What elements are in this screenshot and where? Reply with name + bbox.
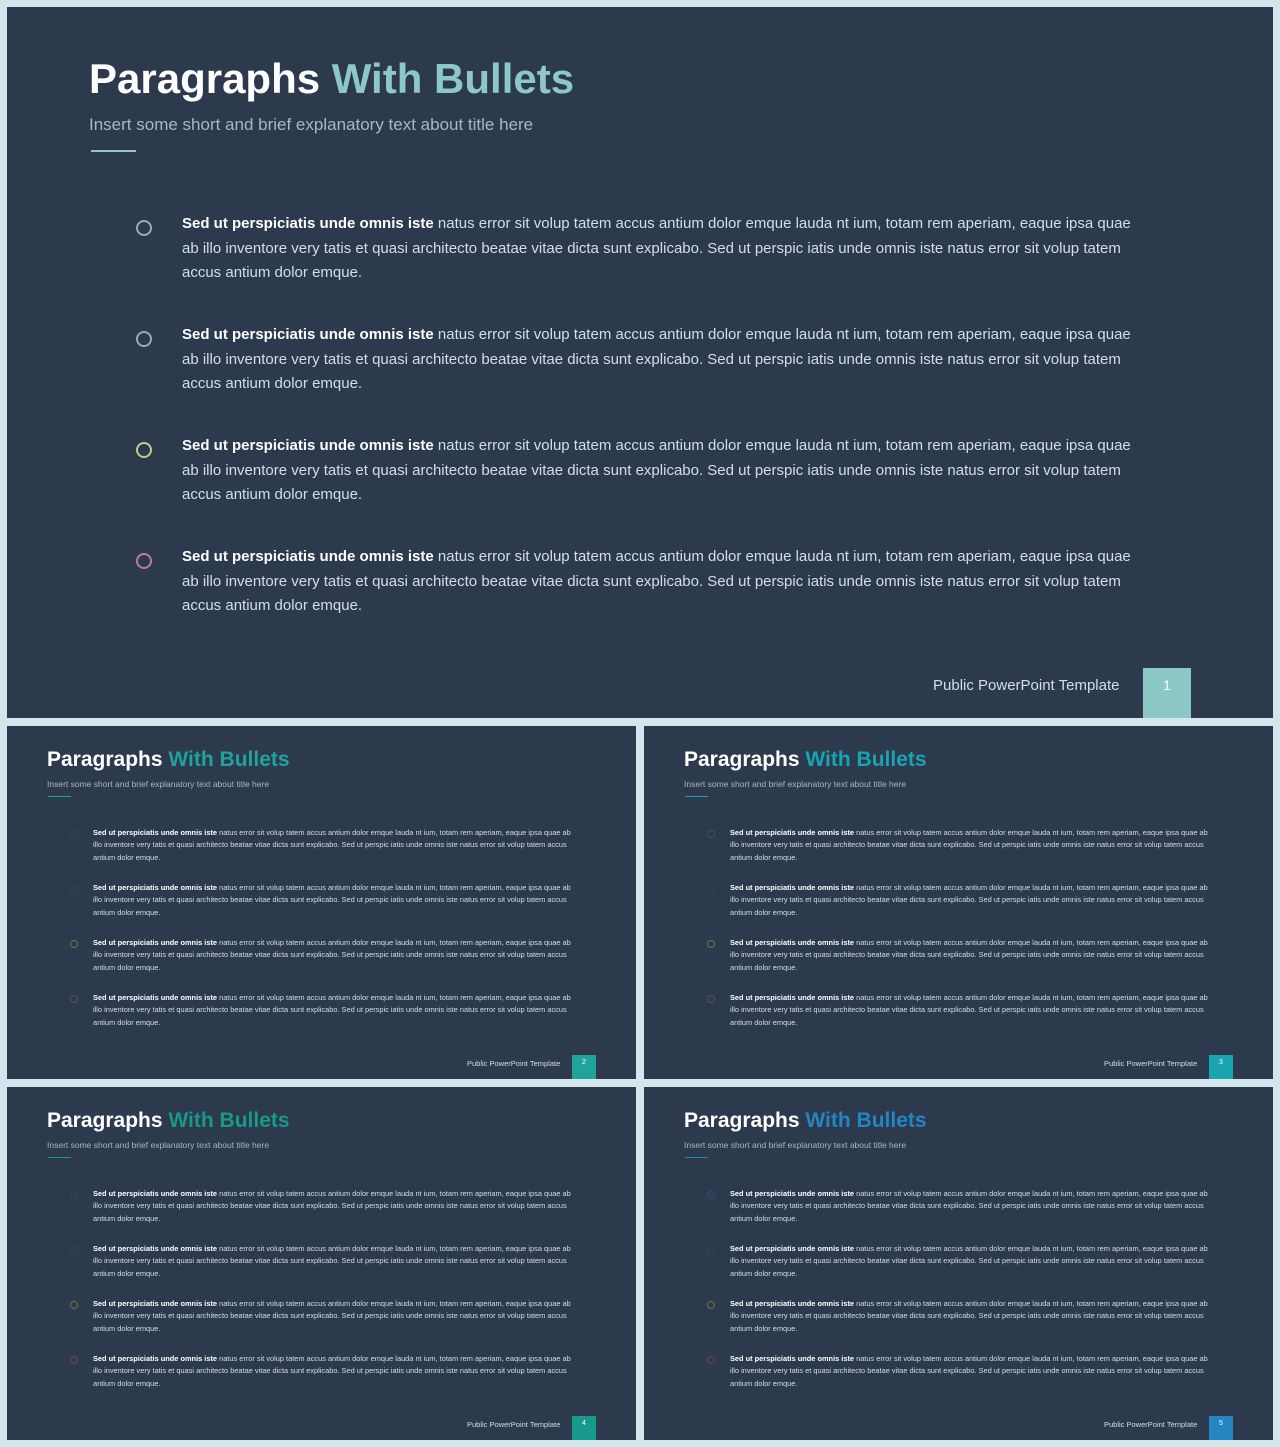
title-white-text: Paragraphs — [89, 55, 321, 102]
bullet-paragraph — [93, 1243, 578, 1280]
title-accent-text: With Bullets — [168, 1109, 290, 1132]
bullet-paragraph — [730, 1353, 1215, 1390]
bullet-item-4 — [707, 1353, 1217, 1393]
footer-text: Public PowerPoint Template — [467, 1420, 561, 1429]
page-number-badge: 1 — [1143, 668, 1191, 718]
circle-bullet-icon — [707, 885, 715, 893]
slide-title — [684, 1109, 927, 1133]
circle-bullet-icon — [707, 1191, 715, 1199]
slide-title — [684, 748, 927, 772]
title-underline — [91, 150, 136, 152]
page-number-badge: 4 — [572, 1416, 596, 1440]
page-number-badge: 5 — [1209, 1416, 1233, 1440]
title-white-text: Paragraphs — [684, 1109, 800, 1132]
paragraph-lead: Sed ut perspiciatis unde omnis iste — [730, 1354, 855, 1363]
paragraph-body: natus error sit volup tatem accus antium dolor emque lauda nt ium, totam rem aperiam, eaque ipsa quae ab illo inventore very tatis et quasi architecto beatae vitae dicta sunt explicabo. Sed ut perspic iatis unde omnis iste natus error sit volup tatem accus antium dolor emque. — [730, 993, 1208, 1027]
circle-bullet-icon — [707, 830, 715, 838]
circle-bullet-icon — [136, 442, 152, 458]
paragraph-lead: Sed ut perspiciatis unde omnis iste — [182, 548, 434, 565]
paragraph-body: natus error sit volup tatem accus antium dolor emque lauda nt ium, totam rem aperiam, eaque ipsa quae ab illo inventore very tatis et quasi architecto beatae vitae dicta sunt explicabo. Sed ut perspic iatis unde omnis iste natus error sit volup tatem accus antium dolor emque. — [730, 938, 1208, 972]
paragraph-lead: Sed ut perspiciatis unde omnis iste — [93, 1299, 218, 1308]
title-accent-text: With Bullets — [168, 748, 290, 771]
slide-title — [89, 55, 574, 103]
bullet-item-3 — [70, 937, 580, 977]
bullet-paragraph — [93, 1353, 578, 1390]
circle-bullet-icon — [707, 995, 715, 1003]
paragraph-body: natus error sit volup tatem accus antium dolor emque lauda nt ium, totam rem aperiam, eaque ipsa quae ab illo inventore very tatis et quasi architecto beatae vitae dicta sunt explicabo. Sed ut perspic iatis unde omnis iste natus error sit volup tatem accus antium dolor emque. — [730, 828, 1208, 862]
paragraph-body: natus error sit volup tatem accus antium dolor emque lauda nt ium, totam rem aperiam, eaque ipsa quae ab illo inventore very tatis et quasi architecto beatae vitae dicta sunt explicabo. Sed ut perspic iatis unde omnis iste natus error sit volup tatem accus antium dolor emque. — [93, 1189, 571, 1223]
slide-4[interactable] — [7, 1087, 636, 1440]
paragraph-body: natus error sit volup tatem accus antium dolor emque lauda nt ium, totam rem aperiam, eaque ipsa quae ab illo inventore very tatis et quasi architecto beatae vitae dicta sunt explicabo. Sed ut perspic iatis unde omnis iste natus error sit volup tatem accus antium dolor emque. — [93, 938, 571, 972]
paragraph-lead: Sed ut perspiciatis unde omnis iste — [730, 883, 855, 892]
title-underline — [48, 796, 71, 797]
title-white-text: Paragraphs — [684, 748, 800, 771]
paragraph-lead: Sed ut perspiciatis unde omnis iste — [182, 215, 434, 232]
bullet-paragraph — [730, 992, 1215, 1029]
circle-bullet-icon — [70, 1356, 78, 1364]
circle-bullet-icon — [70, 1246, 78, 1254]
paragraph-lead: Sed ut perspiciatis unde omnis iste — [93, 993, 218, 1002]
bullet-item-4 — [70, 992, 580, 1032]
bullet-item-2 — [707, 882, 1217, 922]
circle-bullet-icon — [70, 995, 78, 1003]
bullet-item-2 — [707, 1243, 1217, 1283]
paragraph-body: natus error sit volup tatem accus antium dolor emque lauda nt ium, totam rem aperiam, eaque ipsa quae ab illo inventore very tatis et quasi architecto beatae vitae dicta sunt explicabo. Sed ut perspic iatis unde omnis iste natus error sit volup tatem accus antium dolor emque. — [93, 1244, 571, 1278]
bullet-paragraph — [730, 882, 1215, 919]
paragraph-body: natus error sit volup tatem accus antium dolor emque lauda nt ium, totam rem aperiam, eaque ipsa quae ab illo inventore very tatis et quasi architecto beatae vitae dicta sunt explicabo. Sed ut perspic iatis unde omnis iste natus error sit volup tatem accus antium dolor emque. — [182, 215, 1131, 281]
paragraph-body: natus error sit volup tatem accus antium dolor emque lauda nt ium, totam rem aperiam, eaque ipsa quae ab illo inventore very tatis et quasi architecto beatae vitae dicta sunt explicabo. Sed ut perspic iatis unde omnis iste natus error sit volup tatem accus antium dolor emque. — [93, 883, 571, 917]
circle-bullet-icon — [136, 331, 152, 347]
page-number-badge: 3 — [1209, 1055, 1233, 1079]
paragraph-body: natus error sit volup tatem accus antium dolor emque lauda nt ium, totam rem aperiam, eaque ipsa quae ab illo inventore very tatis et quasi architecto beatae vitae dicta sunt explicabo. Sed ut perspic iatis unde omnis iste natus error sit volup tatem accus antium dolor emque. — [93, 993, 571, 1027]
paragraph-body: natus error sit volup tatem accus antium dolor emque lauda nt ium, totam rem aperiam, eaque ipsa quae ab illo inventore very tatis et quasi architecto beatae vitae dicta sunt explicabo. Sed ut perspic iatis unde omnis iste natus error sit volup tatem accus antium dolor emque. — [730, 1244, 1208, 1278]
paragraph-lead: Sed ut perspiciatis unde omnis iste — [182, 326, 434, 343]
bullet-paragraph — [730, 1188, 1215, 1225]
title-underline — [685, 796, 708, 797]
title-underline — [685, 1157, 708, 1158]
bullet-paragraph — [182, 323, 1146, 397]
bullet-paragraph — [93, 1188, 578, 1225]
bullet-paragraph — [93, 882, 578, 919]
footer-text: Public PowerPoint Template — [1104, 1420, 1198, 1429]
paragraph-body: natus error sit volup tatem accus antium dolor emque lauda nt ium, totam rem aperiam, eaque ipsa quae ab illo inventore very tatis et quasi architecto beatae vitae dicta sunt explicabo. Sed ut perspic iatis unde omnis iste natus error sit volup tatem accus antium dolor emque. — [182, 326, 1131, 392]
circle-bullet-icon — [70, 885, 78, 893]
slide-subtitle: Insert some short and brief explanatory text about title here — [89, 115, 534, 134]
title-accent-text: With Bullets — [805, 1109, 927, 1132]
paragraph-body: natus error sit volup tatem accus antium dolor emque lauda nt ium, totam rem aperiam, eaque ipsa quae ab illo inventore very tatis et quasi architecto beatae vitae dicta sunt explicabo. Sed ut perspic iatis unde omnis iste natus error sit volup tatem accus antium dolor emque. — [93, 828, 571, 862]
title-underline — [48, 1157, 71, 1158]
circle-bullet-icon — [70, 1191, 78, 1199]
bullet-item-3 — [136, 434, 1146, 514]
paragraph-lead: Sed ut perspiciatis unde omnis iste — [93, 1354, 218, 1363]
bullet-item-1 — [136, 212, 1146, 292]
paragraph-body: natus error sit volup tatem accus antium dolor emque lauda nt ium, totam rem aperiam, eaque ipsa quae ab illo inventore very tatis et quasi architecto beatae vitae dicta sunt explicabo. Sed ut perspic iatis unde omnis iste natus error sit volup tatem accus antium dolor emque. — [730, 883, 1208, 917]
bullet-item-1 — [70, 827, 580, 867]
circle-bullet-icon — [136, 553, 152, 569]
slide-subtitle: Insert some short and brief explanatory text about title here — [684, 1140, 907, 1150]
slide-subtitle: Insert some short and brief explanatory text about title here — [47, 1140, 270, 1150]
paragraph-lead: Sed ut perspiciatis unde omnis iste — [730, 938, 855, 947]
bullet-paragraph — [182, 545, 1146, 619]
bullet-item-4 — [707, 992, 1217, 1032]
title-accent-text: With Bullets — [805, 748, 927, 771]
paragraph-lead: Sed ut perspiciatis unde omnis iste — [93, 883, 218, 892]
paragraph-body: natus error sit volup tatem accus antium dolor emque lauda nt ium, totam rem aperiam, eaque ipsa quae ab illo inventore very tatis et quasi architecto beatae vitae dicta sunt explicabo. Sed ut perspic iatis unde omnis iste natus error sit volup tatem accus antium dolor emque. — [182, 548, 1131, 614]
title-white-text: Paragraphs — [47, 1109, 163, 1132]
paragraph-lead: Sed ut perspiciatis unde omnis iste — [93, 1189, 218, 1198]
bullet-item-3 — [707, 1298, 1217, 1338]
bullet-paragraph — [93, 937, 578, 974]
paragraph-lead: Sed ut perspiciatis unde omnis iste — [93, 1244, 218, 1253]
slide-5[interactable] — [644, 1087, 1273, 1440]
paragraph-body: natus error sit volup tatem accus antium dolor emque lauda nt ium, totam rem aperiam, eaque ipsa quae ab illo inventore very tatis et quasi architecto beatae vitae dicta sunt explicabo. Sed ut perspic iatis unde omnis iste natus error sit volup tatem accus antium dolor emque. — [93, 1299, 571, 1333]
bullet-item-1 — [707, 1188, 1217, 1228]
bullet-item-1 — [70, 1188, 580, 1228]
circle-bullet-icon — [707, 1246, 715, 1254]
circle-bullet-icon — [136, 220, 152, 236]
footer-text: Public PowerPoint Template — [1104, 1059, 1198, 1068]
paragraph-body: natus error sit volup tatem accus antium dolor emque lauda nt ium, totam rem aperiam, eaque ipsa quae ab illo inventore very tatis et quasi architecto beatae vitae dicta sunt explicabo. Sed ut perspic iatis unde omnis iste natus error sit volup tatem accus antium dolor emque. — [182, 437, 1131, 503]
slide-subtitle: Insert some short and brief explanatory text about title here — [47, 779, 270, 789]
slide-1[interactable] — [7, 7, 1273, 718]
circle-bullet-icon — [70, 940, 78, 948]
paragraph-lead: Sed ut perspiciatis unde omnis iste — [730, 1244, 855, 1253]
paragraph-body: natus error sit volup tatem accus antium dolor emque lauda nt ium, totam rem aperiam, eaque ipsa quae ab illo inventore very tatis et quasi architecto beatae vitae dicta sunt explicabo. Sed ut perspic iatis unde omnis iste natus error sit volup tatem accus antium dolor emque. — [730, 1299, 1208, 1333]
bullet-item-2 — [136, 323, 1146, 403]
paragraph-body: natus error sit volup tatem accus antium dolor emque lauda nt ium, totam rem aperiam, eaque ipsa quae ab illo inventore very tatis et quasi architecto beatae vitae dicta sunt explicabo. Sed ut perspic iatis unde omnis iste natus error sit volup tatem accus antium dolor emque. — [93, 1354, 571, 1388]
bullet-paragraph — [730, 1243, 1215, 1280]
paragraph-body: natus error sit volup tatem accus antium dolor emque lauda nt ium, totam rem aperiam, eaque ipsa quae ab illo inventore very tatis et quasi architecto beatae vitae dicta sunt explicabo. Sed ut perspic iatis unde omnis iste natus error sit volup tatem accus antium dolor emque. — [730, 1354, 1208, 1388]
circle-bullet-icon — [707, 1356, 715, 1364]
paragraph-lead: Sed ut perspiciatis unde omnis iste — [93, 828, 218, 837]
circle-bullet-icon — [707, 1301, 715, 1309]
paragraph-lead: Sed ut perspiciatis unde omnis iste — [730, 1299, 855, 1308]
paragraph-lead: Sed ut perspiciatis unde omnis iste — [93, 938, 218, 947]
bullet-item-3 — [707, 937, 1217, 977]
bullet-item-2 — [70, 882, 580, 922]
bullet-item-3 — [70, 1298, 580, 1338]
title-accent-text: With Bullets — [331, 55, 575, 102]
bullet-paragraph — [730, 937, 1215, 974]
slide-2[interactable] — [7, 726, 636, 1079]
slide-title — [47, 748, 290, 772]
slide-title — [47, 1109, 290, 1133]
bullet-paragraph — [93, 827, 578, 864]
slide-3[interactable] — [644, 726, 1273, 1079]
bullet-paragraph — [182, 212, 1146, 286]
footer-text: Public PowerPoint Template — [467, 1059, 561, 1068]
bullet-item-1 — [707, 827, 1217, 867]
slide-subtitle: Insert some short and brief explanatory text about title here — [684, 779, 907, 789]
paragraph-lead: Sed ut perspiciatis unde omnis iste — [730, 828, 855, 837]
bullet-paragraph — [182, 434, 1146, 508]
bullet-paragraph — [730, 1298, 1215, 1335]
paragraph-lead: Sed ut perspiciatis unde omnis iste — [182, 437, 434, 454]
circle-bullet-icon — [707, 940, 715, 948]
bullet-item-4 — [136, 545, 1146, 625]
circle-bullet-icon — [70, 1301, 78, 1309]
footer-text: Public PowerPoint Template — [933, 677, 1120, 694]
bullet-paragraph — [730, 827, 1215, 864]
paragraph-lead: Sed ut perspiciatis unde omnis iste — [730, 993, 855, 1002]
paragraph-body: natus error sit volup tatem accus antium dolor emque lauda nt ium, totam rem aperiam, eaque ipsa quae ab illo inventore very tatis et quasi architecto beatae vitae dicta sunt explicabo. Sed ut perspic iatis unde omnis iste natus error sit volup tatem accus antium dolor emque. — [730, 1189, 1208, 1223]
circle-bullet-icon — [70, 830, 78, 838]
page-number-badge: 2 — [572, 1055, 596, 1079]
paragraph-lead: Sed ut perspiciatis unde omnis iste — [730, 1189, 855, 1198]
bullet-paragraph — [93, 1298, 578, 1335]
bullet-item-2 — [70, 1243, 580, 1283]
bullet-paragraph — [93, 992, 578, 1029]
title-white-text: Paragraphs — [47, 748, 163, 771]
bullet-item-4 — [70, 1353, 580, 1393]
